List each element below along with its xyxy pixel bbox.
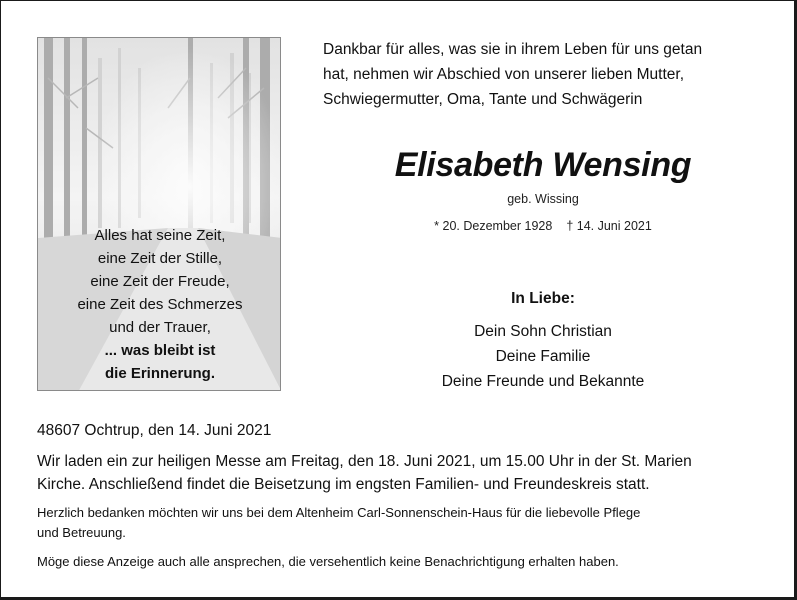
poem-line: eine Zeit des Schmerzes [77, 296, 243, 313]
birth-date: * 20. Dezember 1928 [434, 219, 553, 233]
invitation-line: Kirche. Anschließend findet die Beisetzung im engsten Familien- und Freundeskreis statt. [37, 476, 650, 493]
maiden-name: geb. Wissing [507, 192, 579, 206]
intro-line: Dankbar für alles, was sie in ihrem Leben für uns getan [323, 41, 703, 58]
intro-text [323, 37, 763, 112]
mourners-list [323, 319, 763, 394]
mourner: Deine Freunde und Bekannte [441, 373, 645, 390]
thanks-line: Herzlich bedanken möchten wir uns bei dem Altenheim Carl-Sonnenschein-Haus für die liebevolle Pflege [37, 505, 641, 520]
poem-line-bold: ... was bleibt ist [104, 342, 216, 359]
mourners-heading: In Liebe: [511, 290, 575, 307]
intro-line: Schwiegermutter, Oma, Tante und Schwägerin [323, 91, 643, 108]
poem-line-bold: die Erinnerung. [104, 365, 215, 382]
deceased-name: Elisabeth Wensing [394, 146, 692, 184]
forest-path-photo [37, 37, 281, 391]
thanks-line: und Betreuung. [37, 525, 126, 540]
notice-text: Möge diese Anzeige auch alle ansprechen, die versehentlich keine Benachrichtigung erhalten haben. [37, 554, 619, 569]
invitation-text [37, 450, 764, 496]
thanks-text [37, 503, 764, 543]
poem-line: Alles hat seine Zeit, [94, 227, 226, 244]
life-dates [323, 219, 763, 233]
invitation-line: Wir laden ein zur heiligen Messe am Freitag, den 18. Juni 2021, um 15.00 Uhr in der St. Marien [37, 453, 692, 470]
place-date: 48607 Ochtrup, den 14. Juni 2021 [37, 422, 272, 439]
poem [38, 224, 281, 385]
poem-line: eine Zeit der Stille, [97, 250, 223, 267]
mourner: Dein Sohn Christian [474, 323, 612, 340]
poem-line: eine Zeit der Freude, [90, 273, 230, 290]
intro-line: hat, nehmen wir Abschied von unserer lieben Mutter, [323, 66, 685, 83]
poem-line: und der Trauer, [109, 319, 211, 336]
death-date: † 14. Juni 2021 [566, 219, 652, 233]
mourner: Deine Familie [495, 348, 591, 365]
